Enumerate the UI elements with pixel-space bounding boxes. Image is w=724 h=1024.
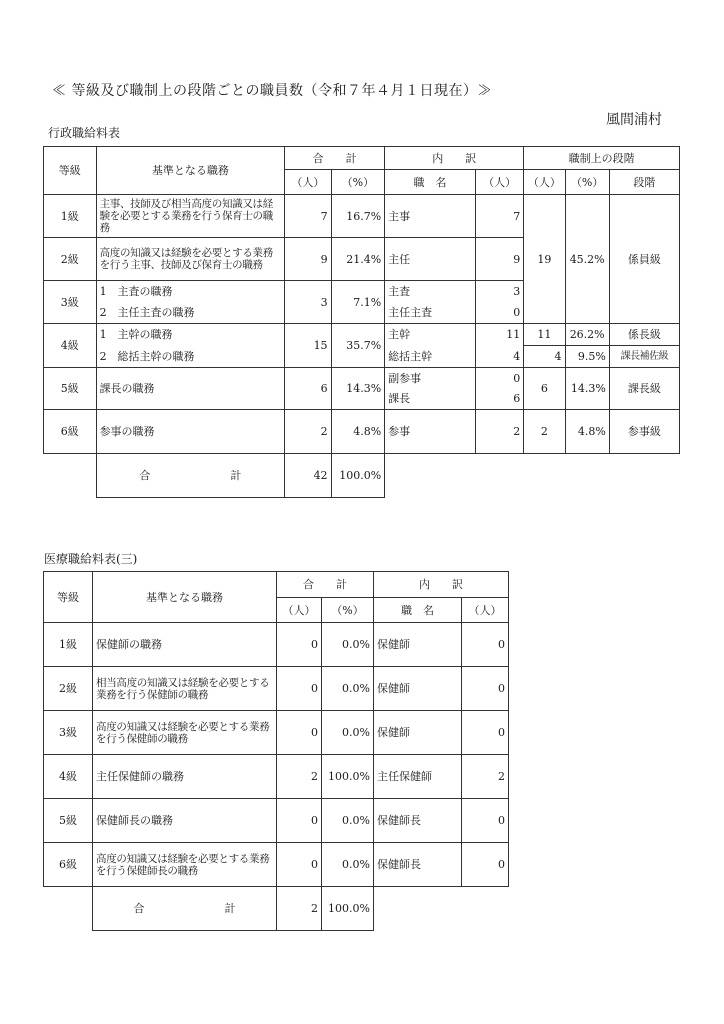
level-count-cell: 19 (524, 195, 565, 324)
duty-cell: 高度の知識又は経験を必要とする業務を行う主事、技師及び保育士の職務 (96, 238, 285, 281)
total-label (96, 454, 285, 498)
header-stage: 段階 (609, 170, 679, 195)
level-percent-cell: 9.5% (565, 346, 609, 368)
duty-cell: 2 主任主査の職務 (96, 302, 285, 324)
level-count-cell: 4 (524, 346, 565, 368)
header-title-people: （人） (475, 170, 523, 195)
header-grade: 等級 (44, 147, 97, 195)
count-cell: 15 (285, 324, 331, 368)
grade-cell: 2級 (44, 238, 97, 281)
count-cell: 7 (285, 195, 331, 238)
count-cell: 0 (277, 799, 322, 843)
header-breakdown: 内 訳 (374, 572, 509, 598)
header-title-people: （人） (462, 598, 509, 623)
percent-cell: 0.0% (322, 843, 374, 887)
header-title: 職 名 (374, 598, 462, 623)
table-row (44, 324, 680, 346)
header-total: 合 計 (277, 572, 374, 598)
percent-cell: 16.7% (331, 195, 385, 238)
count-cell: 0 (277, 667, 322, 711)
total-row (44, 454, 680, 498)
count-cell: 2 (285, 410, 331, 454)
level-count-cell: 2 (524, 410, 565, 454)
total-label-2: 計 (224, 902, 236, 915)
count-cell: 0 (277, 843, 322, 887)
level-stage-cell: 課長級 (609, 368, 679, 410)
header-total: 合 計 (285, 147, 385, 170)
title-count-cell: 9 (475, 238, 523, 281)
title-count-cell: 4 (475, 346, 523, 368)
total-label-2: 計 (230, 469, 242, 482)
title-cell: 保健師長 (374, 843, 462, 887)
table-row (44, 755, 509, 799)
table-row (44, 410, 680, 454)
table-row (44, 195, 680, 238)
header-level-percent: （%） (565, 170, 609, 195)
table2-caption: 医療職給料表(三) (44, 552, 138, 566)
title-count-cell: 0 (462, 843, 509, 887)
total-percent: 100.0% (322, 887, 374, 931)
duty-cell: 参事の職務 (96, 410, 285, 454)
grade-cell: 2級 (44, 667, 93, 711)
title-count-cell: 0 (462, 667, 509, 711)
page-title: ≪ 等級及び職制上の段階ごとの職員数（令和７年４月１日現在）≫ (52, 83, 492, 99)
duty-cell: 1 主幹の職務 (96, 324, 285, 346)
percent-cell: 4.8% (331, 410, 385, 454)
header-level: 職制上の段階 (524, 147, 680, 170)
grade-cell: 5級 (44, 799, 93, 843)
level-count-cell: 6 (524, 368, 565, 410)
title-cell: 課長 (385, 389, 476, 410)
level-percent-cell: 26.2% (565, 324, 609, 346)
grade-cell: 6級 (44, 410, 97, 454)
duty-cell: 保健師長の職務 (93, 799, 277, 843)
level-percent-cell: 14.3% (565, 368, 609, 410)
title-cell: 保健師長 (374, 799, 462, 843)
title-cell: 副参事 (385, 368, 476, 389)
title-cell: 主任保健師 (374, 755, 462, 799)
table-row (44, 711, 509, 755)
title-count-cell: 0 (475, 302, 523, 324)
percent-cell: 0.0% (322, 623, 374, 667)
title-count-cell: 11 (475, 324, 523, 346)
title-count-cell: 0 (475, 368, 523, 389)
title-count-cell: 0 (462, 799, 509, 843)
header-duty: 基準となる職務 (96, 147, 285, 195)
count-cell: 9 (285, 238, 331, 281)
duty-cell: 課長の職務 (96, 368, 285, 410)
count-cell: 0 (277, 711, 322, 755)
level-percent-cell: 4.8% (565, 410, 609, 454)
title-cell: 主幹 (385, 324, 476, 346)
grade-cell: 1級 (44, 195, 97, 238)
percent-cell: 21.4% (331, 238, 385, 281)
level-count-cell: 11 (524, 324, 565, 346)
level-stage-cell: 参事級 (609, 410, 679, 454)
percent-cell: 0.0% (322, 711, 374, 755)
level-stage-cell: 係員級 (609, 195, 679, 324)
title-count-cell: 7 (475, 195, 523, 238)
table-row (44, 368, 680, 389)
title-count-cell: 2 (462, 755, 509, 799)
grade-cell: 3級 (44, 711, 93, 755)
grade-cell: 3級 (44, 281, 97, 324)
title-count-cell: 0 (462, 711, 509, 755)
percent-cell: 35.7% (331, 324, 385, 368)
header-people: （人） (277, 598, 322, 623)
title-cell: 保健師 (374, 623, 462, 667)
title-cell: 主事 (385, 195, 476, 238)
duty-cell: 主事、技師及び相当高度の知識又は経験を必要とする業務を行う保育士の職務 (96, 195, 285, 238)
medical-staff-table (43, 571, 509, 931)
level-stage-cell: 課長補佐級 (609, 346, 679, 368)
percent-cell: 7.1% (331, 281, 385, 324)
total-label-1: 合 (139, 469, 151, 482)
total-percent: 100.0% (331, 454, 385, 498)
title-cell: 保健師 (374, 667, 462, 711)
duty-cell: 高度の知識又は経験を必要とする業務を行う保健師長の職務 (93, 843, 277, 887)
level-percent-cell: 45.2% (565, 195, 609, 324)
title-cell: 主査 (385, 281, 476, 302)
table-row (44, 667, 509, 711)
table-row (44, 799, 509, 843)
header-title: 職 名 (385, 170, 476, 195)
table-row (44, 623, 509, 667)
count-cell: 3 (285, 281, 331, 324)
count-cell: 0 (277, 623, 322, 667)
title-cell: 主任 (385, 238, 476, 281)
grade-cell: 5級 (44, 368, 97, 410)
header-people: （人） (285, 170, 331, 195)
count-cell: 6 (285, 368, 331, 410)
total-label (93, 887, 277, 931)
grade-cell: 4級 (44, 324, 97, 368)
title-count-cell: 2 (475, 410, 523, 454)
header-level-people: （人） (524, 170, 565, 195)
header-breakdown: 内 訳 (385, 147, 524, 170)
duty-cell: 保健師の職務 (93, 623, 277, 667)
count-cell: 2 (277, 755, 322, 799)
grade-cell: 1級 (44, 623, 93, 667)
duty-cell: 1 主査の職務 (96, 281, 285, 302)
duty-cell: 相当高度の知識又は経験を必要とする業務を行う保健師の職務 (93, 667, 277, 711)
header-grade: 等級 (44, 572, 93, 623)
grade-cell: 6級 (44, 843, 93, 887)
total-count: 42 (285, 454, 331, 498)
title-cell: 主任主査 (385, 302, 476, 324)
duty-cell: 主任保健師の職務 (93, 755, 277, 799)
percent-cell: 0.0% (322, 667, 374, 711)
percent-cell: 14.3% (331, 368, 385, 410)
administrative-staff-table (43, 146, 680, 498)
total-label-1: 合 (133, 902, 145, 915)
duty-cell: 高度の知識又は経験を必要とする業務を行う保健師の職務 (93, 711, 277, 755)
title-cell: 保健師 (374, 711, 462, 755)
level-stage-cell: 係長級 (609, 324, 679, 346)
title-cell: 参事 (385, 410, 476, 454)
total-count: 2 (277, 887, 322, 931)
percent-cell: 0.0% (322, 799, 374, 843)
title-count-cell: 6 (475, 389, 523, 410)
percent-cell: 100.0% (322, 755, 374, 799)
title-count-cell: 3 (475, 281, 523, 302)
duty-cell: 2 総括主幹の職務 (96, 346, 285, 368)
table1-caption: 行政職給料表 (48, 126, 121, 140)
grade-cell: 4級 (44, 755, 93, 799)
organization-name: 風間浦村 (606, 112, 662, 128)
title-count-cell: 0 (462, 623, 509, 667)
header-percent: （%） (331, 170, 385, 195)
total-row (44, 887, 509, 931)
header-percent: （%） (322, 598, 374, 623)
title-cell: 総括主幹 (385, 346, 476, 368)
header-duty: 基準となる職務 (93, 572, 277, 623)
table-row (44, 843, 509, 887)
